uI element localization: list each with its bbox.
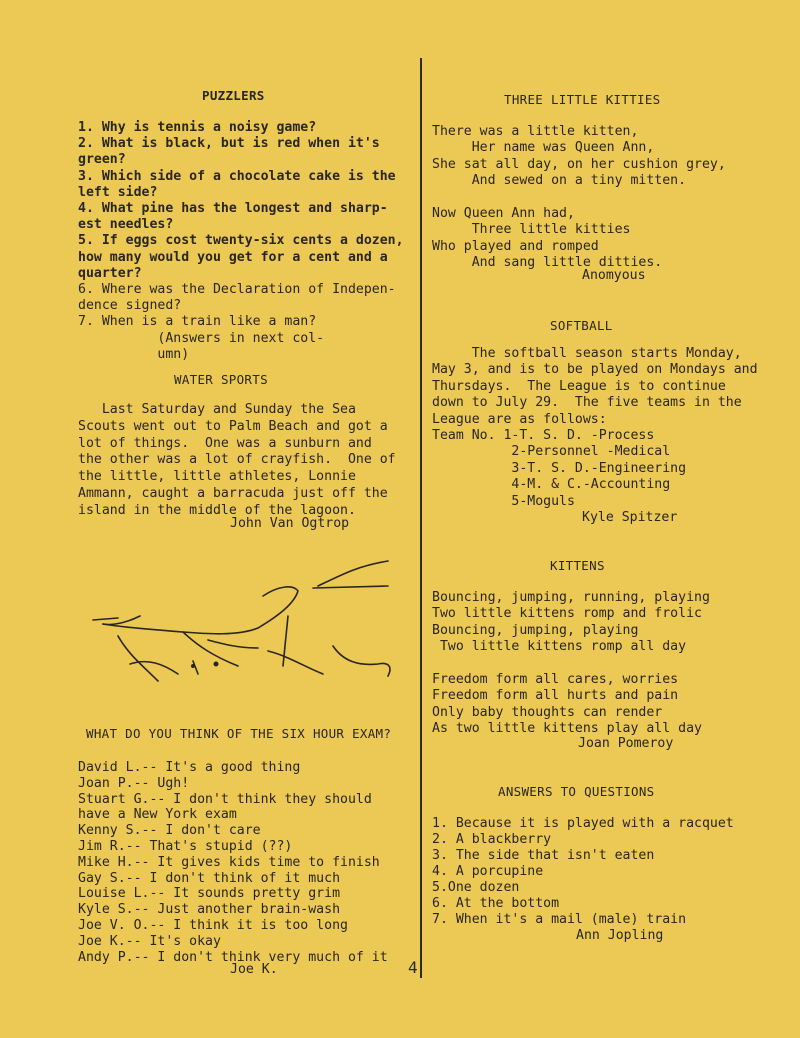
kittens-line: Bouncing, jumping, playing — [432, 622, 639, 638]
water-line: Last Saturday and Sunday the Sea — [78, 402, 356, 417]
exam-line: Stuart G.-- I don't think they should — [78, 791, 372, 807]
exam-line: Louise L.-- It sounds pretty grim — [78, 886, 341, 902]
puzzlers-line: 7. When is a train like a man? — [78, 314, 317, 330]
softball-title: SOFTBALL — [550, 318, 613, 333]
kitties-author: Anomyous — [582, 268, 646, 283]
exam-line: Jim R.-- That's stupid (??) — [78, 839, 293, 854]
softball-line: League are as follows: — [432, 411, 607, 427]
exam-line: Gay S.-- I don't think of it much — [78, 870, 341, 886]
puzzlers-line: umn) — [78, 346, 190, 362]
puzzlers-line: 4. What pine has the longest and sharp- — [78, 201, 388, 216]
puzzlers-line: 6. Where was the Declaration of Indepen- — [78, 282, 396, 297]
page-number: 4 — [408, 958, 418, 977]
exam-line: Joe K.-- It's okay — [78, 933, 221, 949]
puzzlers-line: 3. Which side of a chocolate cake is the — [78, 168, 396, 184]
kittens-line: Freedom form all cares, worries — [432, 672, 679, 687]
column-divider — [420, 58, 422, 978]
exam-line: Mike H.-- It gives kids time to finish — [78, 854, 380, 870]
water-line: Scouts went out to Palm Beach and got a — [78, 418, 388, 434]
answers-line: 1. Because it is played with a racquet — [432, 816, 734, 831]
puzzlers-title: PUZZLERS — [202, 88, 265, 103]
kittens-line: Two little kittens romp and frolic — [432, 606, 702, 622]
softball-line: Team No. 1-T. S. D. -Process — [432, 428, 655, 443]
answers-line: 7. When it's a mail (male) train — [432, 912, 687, 927]
water-line: the little, little athletes, Lonnie — [78, 469, 356, 485]
kitties-line: Three little kitties — [432, 222, 631, 238]
puzzlers-line: dence signed? — [78, 298, 182, 314]
softball-line: May 3, and is to be played on Mondays and — [432, 362, 758, 378]
kittens-line: As two little kittens play all day — [432, 721, 702, 737]
swimmer-sketch — [88, 556, 408, 696]
softball-line: Thursdays. The League is to continue — [432, 378, 726, 394]
exam-line: Joe V. O.-- I think it is too long — [78, 918, 348, 933]
answers-line: 6. At the bottom — [432, 896, 560, 911]
kitties-line: And sewed on a tiny mitten. — [432, 173, 687, 189]
answers-line: 4. A porcupine — [432, 864, 544, 879]
water-line: the other was a lot of crayfish. One of — [78, 452, 396, 468]
softball-line: 2-Personnel -Medical — [432, 444, 671, 460]
water-sports-title: WATER SPORTS — [174, 372, 268, 387]
exam-title: WHAT DO YOU THINK OF THE SIX HOUR EXAM? — [86, 726, 392, 741]
water-line: lot of things. One was a sunburn and — [78, 435, 372, 451]
puzzlers-line: how many would you get for a cent and a — [78, 249, 388, 265]
water-line: island in the middle of the lagoon. — [78, 502, 356, 518]
water-sports-author: John Van Ogtrop — [230, 516, 350, 531]
kittens-line: Bouncing, jumping, running, playing — [432, 590, 710, 605]
answers-line: 5.One dozen — [432, 880, 520, 895]
kittens-author: Joan Pomeroy — [578, 736, 674, 751]
kitties-line: And sang little ditties. — [432, 255, 663, 271]
kitties-line: Now Queen Ann had, — [432, 206, 575, 221]
exam-line: Kenny S.-- I don't care — [78, 823, 261, 839]
puzzlers-line: 2. What is black, but is red when it's — [78, 136, 380, 152]
puzzlers-line: (Answers in next col- — [78, 330, 325, 346]
kitties-line: There was a little kitten, — [432, 124, 639, 139]
puzzlers-line: 1. Why is tennis a noisy game? — [78, 120, 317, 135]
kitties-line: Her name was Queen Ann, — [432, 140, 655, 156]
answers-line: 2. A blackberry — [432, 832, 552, 847]
softball-line: 3-T. S. D.-Engineering — [432, 460, 687, 476]
kitties-line: She sat all day, on her cushion grey, — [432, 156, 726, 172]
kitties-line: Who played and romped — [432, 238, 599, 254]
kitties-title: THREE LITTLE KITTIES — [504, 92, 661, 107]
exam-line: Andy P.-- I don't think very much of it — [78, 949, 388, 965]
kittens-line: Only baby thoughts can render — [432, 704, 663, 720]
exam-author: Joe K. — [230, 962, 278, 977]
puzzlers-line: 5. If eggs cost twenty-six cents a dozen, — [78, 233, 404, 249]
exam-line: David L.-- It's a good thing — [78, 760, 301, 775]
kittens-line: Two little kittens romp all day — [432, 639, 687, 655]
softball-line: down to July 29. The five teams in the — [432, 395, 742, 411]
puzzlers-line: left side? — [78, 184, 158, 200]
answers-title: ANSWERS TO QUESTIONS — [498, 784, 655, 799]
puzzlers-line: quarter? — [78, 265, 142, 281]
answers-line: 3. The side that isn't eaten — [432, 848, 655, 863]
softball-line: 4-M. & C.-Accounting — [432, 477, 671, 493]
softball-author: Kyle Spitzer — [582, 510, 678, 525]
answers-author: Ann Jopling — [576, 928, 664, 943]
kittens-line: Freedom form all hurts and pain — [432, 688, 679, 704]
exam-line: have a New York exam — [78, 807, 237, 823]
kittens-title: KITTENS — [550, 558, 605, 573]
exam-line: Kyle S.-- Just another brain-wash — [78, 902, 341, 918]
water-line: Ammann, caught a barracuda just off the — [78, 486, 388, 501]
puzzlers-line: est needles? — [78, 217, 174, 233]
softball-line: 5-Moguls — [432, 493, 575, 509]
exam-line: Joan P.-- Ugh! — [78, 775, 190, 791]
softball-line: The softball season starts Monday, — [432, 346, 742, 361]
puzzlers-line: green? — [78, 152, 126, 168]
